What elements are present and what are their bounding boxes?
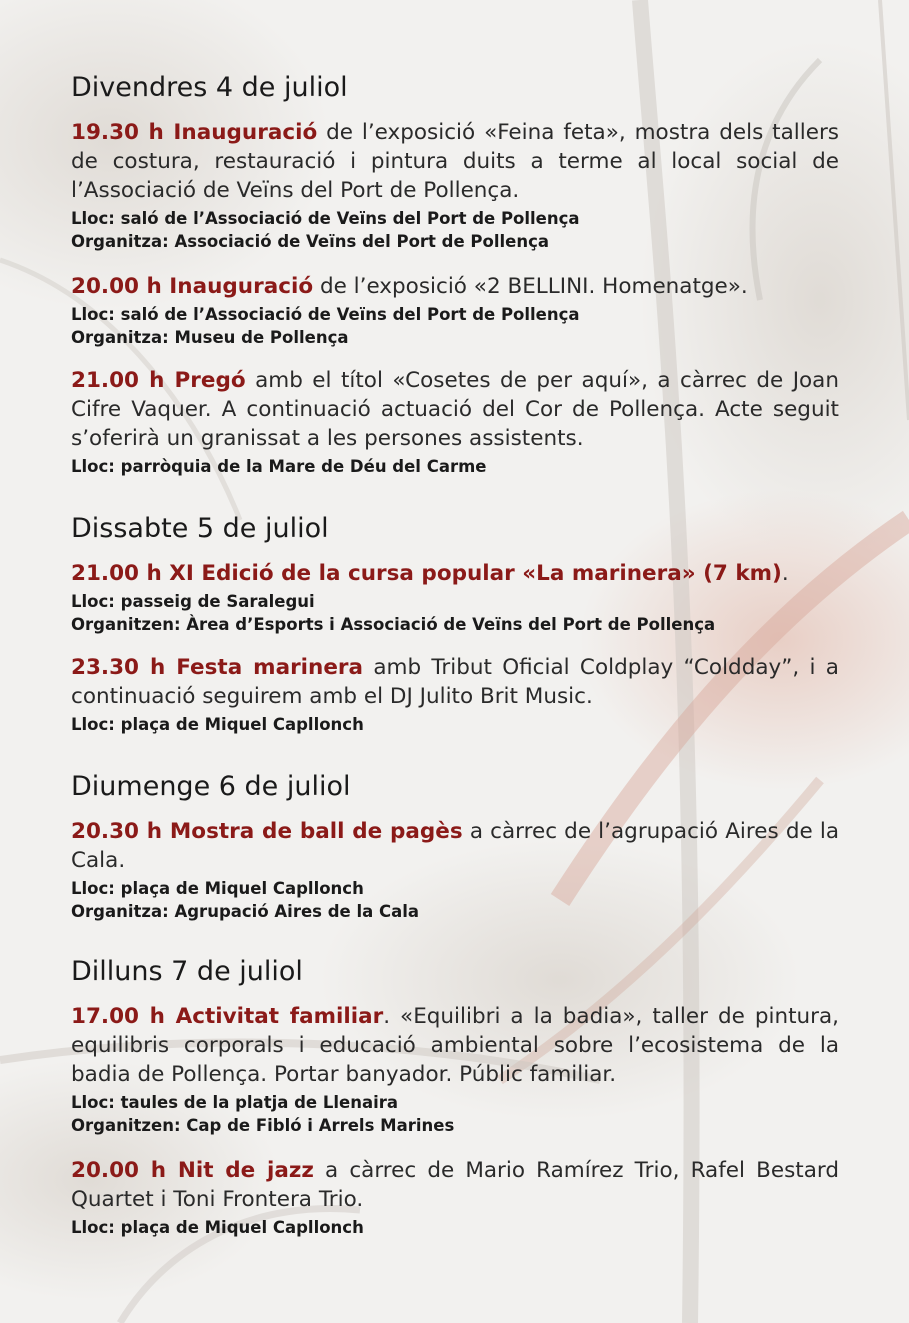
day-title-diumenge: Diumenge 6 de juliol xyxy=(71,771,351,802)
event-time-title: 21.00 h Pregó xyxy=(71,368,246,393)
event-description: a càrrec de Mario Ramírez Trio, Rafel Bestard Quartet i Toni Frontera Trio. xyxy=(71,1158,839,1212)
day-title-dilluns: Dilluns 7 de juliol xyxy=(71,956,303,987)
day-title-dissabte: Dissabte 5 de juliol xyxy=(71,513,329,544)
event-location: Lloc: plaça de Miquel Capllonch xyxy=(71,1218,364,1237)
event-organizer: Organitza: Museu de Pollença xyxy=(71,328,349,347)
event-location: Lloc: taules de la platja de Llenaira xyxy=(71,1093,399,1112)
event-organizer: Organitzen: Àrea d’Esports i Associació de Veïns del Port de Pollença xyxy=(71,615,716,634)
event-prego xyxy=(71,366,839,478)
event-organizer: Organitza: Associació de Veïns del Port de Pollença xyxy=(71,232,550,251)
event-location: Lloc: saló de l’Associació de Veïns del Port de Pollença xyxy=(71,305,580,324)
event-location: Lloc: parròquia de la Mare de Déu del Carme xyxy=(71,457,487,476)
event-time-title: 23.30 h Festa marinera xyxy=(71,655,364,680)
event-description: de l’exposició «Feina feta», mostra dels tallers de costura, restauració i pintura duits a terme al local social de l’Associació de Veïns del Port de Pollença. xyxy=(71,120,839,203)
event-festa-marinera xyxy=(71,653,839,736)
event-inauguracio-bellini xyxy=(71,272,839,349)
event-activitat-familiar xyxy=(71,1002,839,1137)
event-time-title: 20.30 h Mostra de ball de pagès xyxy=(71,819,463,844)
event-description: amb el títol «Cosetes de per aquí», a càrrec de Joan Cifre Vaquer. A continuació actuació del Cor de Pollença. Acte seguit s’oferirà un granissat a les persones assistents. xyxy=(71,368,839,451)
event-description: amb Tribut Oficial Coldplay “Coldday”, i a continuació seguirem amb el DJ Julito Brit Music. xyxy=(71,655,839,709)
event-description: a càrrec de l’agrupació Aires de la Cala. xyxy=(71,819,839,873)
event-organizer: Organitza: Agrupació Aires de la Cala xyxy=(71,902,420,921)
event-cursa-marinera xyxy=(71,559,839,636)
event-time-title: 20.00 h Inauguració xyxy=(71,274,314,299)
event-location: Lloc: saló de l’Associació de Veïns del Port de Pollença xyxy=(71,209,580,228)
event-time-title: 20.00 h Nit de jazz xyxy=(71,1158,314,1183)
event-location: Lloc: plaça de Miquel Capllonch xyxy=(71,879,364,898)
event-nit-jazz xyxy=(71,1156,839,1239)
day-title-divendres: Divendres 4 de juliol xyxy=(71,72,348,103)
event-organizer: Organitzen: Cap de Fibló i Arrels Marines xyxy=(71,1116,455,1135)
event-time-title: 17.00 h Activitat familiar xyxy=(71,1004,384,1029)
event-ball-pages xyxy=(71,817,839,923)
event-time-title: 21.00 h XI Edició de la cursa popular «La marinera» (7 km) xyxy=(71,561,782,586)
event-description: . «Equilibri a la badia», taller de pintura, equilibris corporals i educació ambiental sobre l’ecosistema de la badia de Pollença. Portar banyador. Públic familiar. xyxy=(71,1004,839,1087)
event-description: . xyxy=(781,561,789,586)
event-inauguracio-feina-feta xyxy=(71,118,839,253)
event-location: Lloc: plaça de Miquel Capllonch xyxy=(71,715,364,734)
event-time-title: 19.30 h Inauguració xyxy=(71,120,318,145)
event-description: de l’exposició «2 BELLINI. Homenatge». xyxy=(313,274,748,299)
event-location: Lloc: passeig de Saralegui xyxy=(71,592,315,611)
